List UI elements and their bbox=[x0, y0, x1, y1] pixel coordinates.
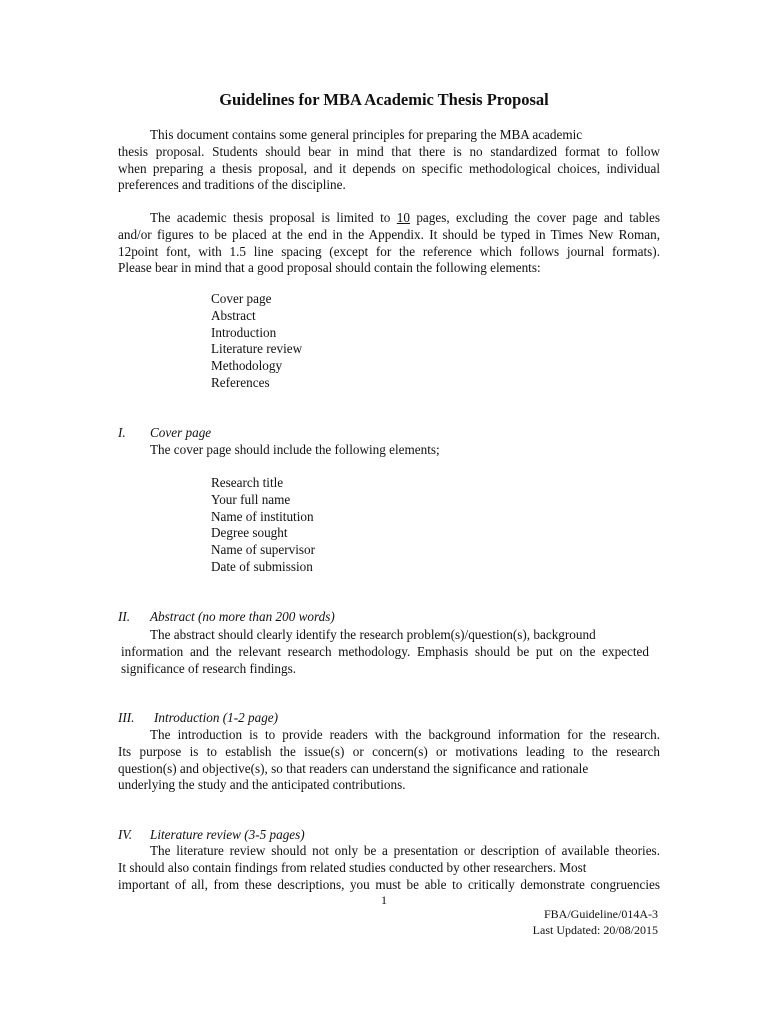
section1-text bbox=[118, 442, 660, 459]
section2-line: The abstract should clearly identify the research problem(s)/question(s), background bbox=[150, 627, 596, 642]
section3-line: question(s) and objective(s), so that readers can understand the significance and rationale bbox=[118, 760, 589, 776]
section-heading-literature-review bbox=[118, 827, 305, 843]
limits-line: 12point font, with 1.5 line spacing (except for the reference which follows journal formats). bbox=[118, 243, 660, 259]
last-updated: Last Updated: 20/08/2015 bbox=[532, 923, 658, 937]
list-item: Research title bbox=[211, 475, 284, 490]
section2-text bbox=[121, 627, 649, 677]
list-item: Degree sought bbox=[211, 525, 288, 541]
section3-line: underlying the study and the anticipated contributions. bbox=[118, 777, 406, 793]
section4-text bbox=[118, 843, 660, 893]
document-title: Guidelines for MBA Academic Thesis Proposal bbox=[219, 90, 549, 109]
intro-paragraph bbox=[118, 127, 660, 194]
list-item: Name of institution bbox=[211, 508, 314, 524]
section-title: Abstract (no more than 200 words) bbox=[150, 609, 335, 624]
list-item: Cover page bbox=[211, 291, 272, 306]
section-heading-cover-page bbox=[118, 425, 211, 441]
section-number: IV. bbox=[118, 827, 133, 842]
section-title: Introduction (1-2 page) bbox=[154, 710, 279, 725]
section-heading-introduction bbox=[118, 710, 278, 726]
list-item: Date of submission bbox=[211, 558, 313, 574]
limits-line: Please bear in mind that a good proposal should contain the following elements: bbox=[118, 260, 541, 276]
section4-line: important of all, from these descriptions, you must be able to critically demonstrate congruencies bbox=[118, 876, 660, 892]
limits-pre: The academic thesis proposal is limited to bbox=[150, 210, 397, 225]
limits-line bbox=[118, 210, 660, 227]
section3-text bbox=[118, 727, 660, 794]
section-title: Literature review (3-5 pages) bbox=[150, 827, 305, 842]
elements-list bbox=[211, 291, 302, 392]
section4-line: It should also contain findings from related studies conducted by other researchers. Most bbox=[118, 859, 587, 875]
intro-line: when preparing a thesis proposal, and it depends on specific methodological choices, individual bbox=[118, 160, 660, 176]
list-item: Your full name bbox=[211, 491, 291, 507]
limits-post: pages, excluding the cover page and tables bbox=[409, 210, 661, 225]
intro-line: preferences and traditions of the discipline. bbox=[118, 177, 346, 193]
cover-page-list bbox=[211, 475, 315, 576]
section4-line: The literature review should not only be a presentation or description of available theories. bbox=[150, 843, 660, 858]
list-item: Name of supervisor bbox=[211, 542, 316, 558]
list-item: References bbox=[211, 374, 270, 390]
doc-code: FBA/Guideline/014A-3 bbox=[544, 907, 658, 921]
list-item: Introduction bbox=[211, 324, 277, 340]
list-item: Literature review bbox=[211, 341, 303, 357]
section3-line: The introduction is to provide readers with the background information for the research. bbox=[150, 727, 660, 742]
intro-line: This document contains some general principles for preparing the MBA academic bbox=[150, 127, 583, 142]
list-item: Methodology bbox=[211, 358, 283, 374]
page-number: 1 bbox=[381, 893, 387, 907]
section-number: III. bbox=[118, 710, 135, 725]
limits-paragraph bbox=[118, 210, 660, 277]
section2-line: information and the relevant research methodology. Emphasis should be put on the expected bbox=[121, 643, 649, 659]
section-title: Cover page bbox=[150, 425, 212, 440]
section1-line: The cover page should include the following elements; bbox=[150, 442, 440, 457]
intro-line: thesis proposal. Students should bear in mind that there is no standardized format to follow bbox=[118, 143, 660, 159]
section-number: II. bbox=[118, 609, 131, 624]
list-item: Abstract bbox=[211, 307, 256, 323]
limits-line: and/or figures to be placed at the end in the Appendix. It should be typed in Times New Roman, bbox=[118, 226, 660, 242]
section3-line: Its purpose is to establish the issue(s) or concern(s) or motivations leading to the research bbox=[118, 743, 660, 759]
section2-line: significance of research findings. bbox=[121, 660, 297, 676]
section-number: I. bbox=[118, 425, 126, 440]
document-reference bbox=[533, 906, 658, 938]
page-limit: 10 bbox=[396, 210, 410, 225]
section-heading-abstract bbox=[118, 609, 335, 625]
